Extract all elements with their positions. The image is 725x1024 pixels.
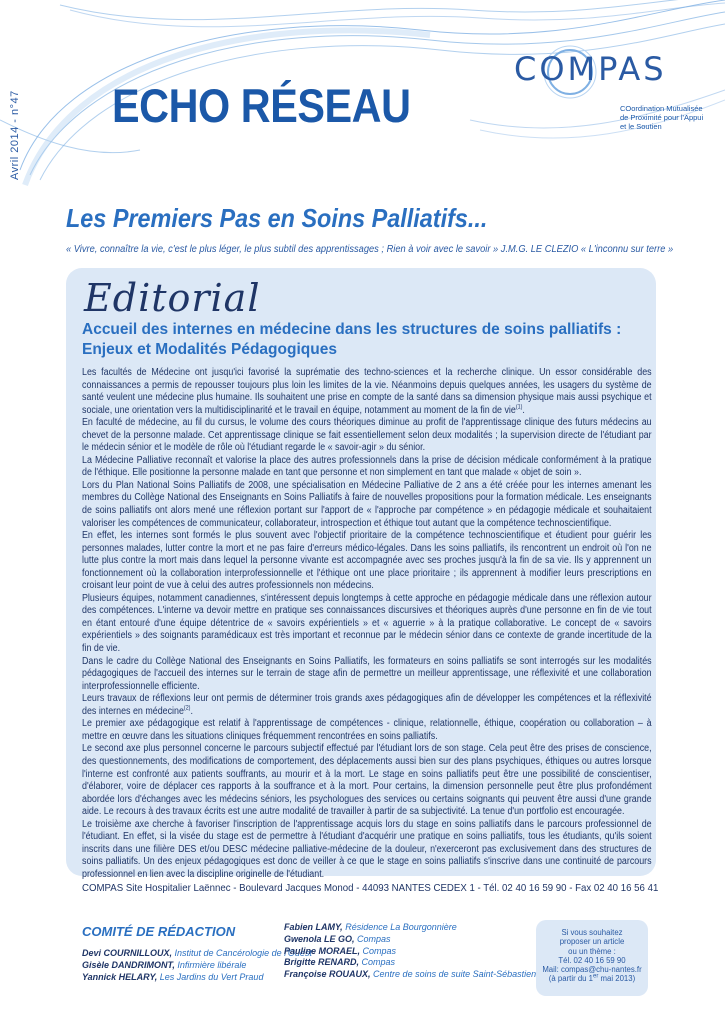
paragraph: Les facultés de Médecine ont jusqu'ici favorisé la suprématie des techno-sciences et la recherche clinique. Un essor considérable des connaissances a permis de repousser toujours plus loin les limites de la vie. Néanmoins depuis quelques années, les usagers du système de santé veulent une médecine plus humaine. Ils souhaitent une prise en compte de la santé dans sa dimension physique mais aussi psychique et sociale, une orientation vers la multidisciplinarité et le travail en équipe, notamment au moment de la fin de vie$^{(1)}$. [82,367,652,416]
footnote-ref: (1) [515,404,523,411]
committee-list-right [284,922,536,981]
paragraph: Lors du Plan National Soins Palliatifs de 2008, une spécialisation en Médecine Palliative de 2 ans a été créée pour les internes amenant les membres du Collège National des Enseignants en Soins Palliatifs à faire de nouvelles propositions pour la formation médicale. Les enseignants de soins palliatifs ont alors mené une réflexion portant sur l'apport de « l'approche par compétence » en pédagogie médicale et souhaitaient valoriser les compétences de communicateur, collaborateur, introspection et éthique tout autant que la compétence technoscientifique. [82,479,652,529]
issue-date: Avril 2014 - n°47 [9,90,21,180]
editorial-heading: Editorial [84,276,261,320]
committee-member: Devi COURNILLOUX, Institut de Cancérologie de l'Ouest [82,948,312,958]
contact-line: ou un thème : [568,946,616,956]
compas-logo-name: COMPAS [514,50,667,88]
paragraph: En faculté de médecine, au fil du cursus, le volume des cours théoriques diminue au profit de l'apprentissage clinique des futurs médecins au chevet de la personne malade. Cet apprentissage clinique se fait essentiellement selon deux modalités ; la supervision directe de l'étudiant par le médecin sénior et le modèle de rôle où l'étudiant regarde le « savoir-agir » du sénior. [82,417,652,454]
main-title: Les Premiers Pas en Soins Palliatifs... [66,203,488,233]
editorial-title-line2: Enjeux et Modalités Pédagogiques [82,341,337,358]
committee-member: Brigitte RENARD, Compas [284,957,396,968]
editorial-body [82,367,652,881]
committee-member: Fabien LAMY, Résidence La Bourgonnière [284,922,457,932]
newsletter-title: ECHO RÉSEAU [112,79,411,132]
committee-member: Gisèle DANDRIMONT, Infirmière libérale [82,959,247,970]
footnote-ref: (2) [183,705,191,712]
compas-tagline-line: de Proximité pour l'Appui [620,113,704,122]
paragraph: Dans le cadre du Collège National des Enseignants en Soins Palliatifs, les formateurs en soins palliatifs se sont interrogés sur les modalités pédagogiques de l'accueil des internes sur le terrain de stage afin de permettre un meilleur apprentissage, une réflexivité et une collaboration interprofessionnelle efficiente. [82,655,652,692]
committee-heading: COMITÉ DE RÉDACTION [82,924,236,939]
contact-line: Si vous souhaitez [561,928,623,937]
compas-tagline-line: et le Soutien [620,122,662,131]
paragraph: Plusieurs équipes, notamment canadiennes, s'intéressent depuis longtemps à cette approche en pédagogie médicale dans une réflexion autour des compétences. L'interne va devoir mettre en pratique ses connaissances discursives et théoriques auprès d'une personne en fin de vie tout en étant entouré d'une équipe détentrice de « savoirs expérientiels » et « aguerrie » à la pratique collaborative. Le concept de « savoirs expérientiels » des soignants paramédicaux est très important et reconnue par le médecin sénior dans ce contexte de grande incertitude de la fin de vie. [82,592,652,655]
committee-member: Gwenola LE GO, Compas [284,933,391,944]
paragraph: Leurs travaux de réflexions leur ont permis de déterminer trois grands axes pédagogiques afin de développer les compétences et la réflexivité des internes en médecine$^{(2)}$. [82,693,652,717]
contact-line: proposer un article [559,937,625,947]
footer-address: COMPAS Site Hospitalier Laënnec - Boulevard Jacques Monod - 44093 NANTES CEDEX 1 - Tél. 02 40 16 59 90 - Fax 02 40 16 56 41 [82,882,659,894]
contact-phone: Tél. 02 40 16 59 90 [558,955,626,965]
compas-tagline-line: COordination Mutualisée [620,104,703,113]
committee-member: Pauline MORAEL, Compas [284,945,397,956]
epigraph-quote: « Vivre, connaître la vie, c'est le plus léger, le plus subtil des apprentissages ; Rien à voir avec le savoir » J.M.G. LE CLEZIO « L'inconnu sur terre » [66,244,674,255]
paragraph: En effet, les internes sont formés le plus souvent avec l'objectif prioritaire de la compétence technoscientifique et étudient pour guérir les personnes malades, lutter contre la mort et ne pas faire d'erreurs médico-légales. Dans les soins palliatifs, ils rencontrent un endroit où l'on ne lutte plus contre la mort mais dans lequel la personne vivante est accompagnée avec ses proches jusqu'à la fin de sa vie. Ils y apprennent un fonctionnement où la collaboration interprofessionnelle et l'éthique ont une place prioritaire ; ils apprennent à modifier leurs prescriptions en croisant leur point de vue à celui des autres professionnels non médecins. [82,530,652,592]
committee-member: Yannick HELARY, Les Jardins du Vert Praud [82,971,264,982]
compas-tagline [620,104,720,131]
editorial-title-line1: Accueil des internes en médecine dans les structures de soins palliatifs : [82,321,622,338]
editorial-title [82,320,652,360]
paragraph: Le troisième axe cherche à favoriser l'inscription de l'apprentissage acquis lors du stage en soins palliatifs dans le parcours professionnel de l'étudiant. En effet, si la visée du stage est de permettre à l'étudiant d'acquérir une pratique en soins palliatifs, tous les étudiants, qu'ils soient inscrits dans une filière DES et/ou DESC médecine palliative-médecine de la douleur, n'exerceront pas exclusivement dans des structures de soins palliatifs. Un des enjeux pédagogiques est donc de veiller à ce que le stage en soins palliatifs s'inscrive dans une continuité de parcours professionnel en lien avec la discipline originelle de l'étudiant. [82,818,652,880]
committee-list-left [82,948,312,983]
committee-member: Françoise ROUAUX, Centre de soins de suite Saint-Sébastien [284,969,537,980]
contact-since: (à partir du 1er mai 2013) [548,973,636,984]
contact-box [536,920,648,996]
paragraph: La Médecine Palliative reconnaît et valorise la place des autres professionnels dans la prise de décision médicale conformément à la pratique de l'éthique. Elle positionne la personne malade en tant que personne et non simplement en tant que malade « objet de soin ». [82,454,652,479]
paragraph: Le second axe plus personnel concerne le parcours subjectif effectué par l'étudiant lors de son stage. Cela peut être des prises de conscience, des questionnements, des modifications de comportement, des déplacements aussi bien sur des plans psychiques, éthiques ou autres lorsque l'interne est confronté aux patients souffrants, au mourir et à la mort. Le stage en soins palliatifs peut être une possibilité de conscientiser, d'élaborer, voire de déplacer ces rapports à la souffrance et à la mort. Pour certains, la dimension personnelle peut être plus profondément abordée lors d'échanges avec les médecins séniors, les psychologues des services ou certains soignants qui peuvent être aussi d'une grande aide. Le recours à des travaux écrits est une autre modalité de travailler à partir de sa subjectivité. La tenue d'un portfolio est encouragée. [82,743,652,818]
contact-email[interactable]: Mail: compas@chu-nantes.fr [542,965,642,975]
paragraph: Le premier axe pédagogique est relatif à l'apprentissage de compétences - clinique, relationnelle, éthique, coopération ou collaboration – à mettre en œuvre dans les situations cliniques fréquemment rencontrées en soins palliatifs. [82,718,652,742]
